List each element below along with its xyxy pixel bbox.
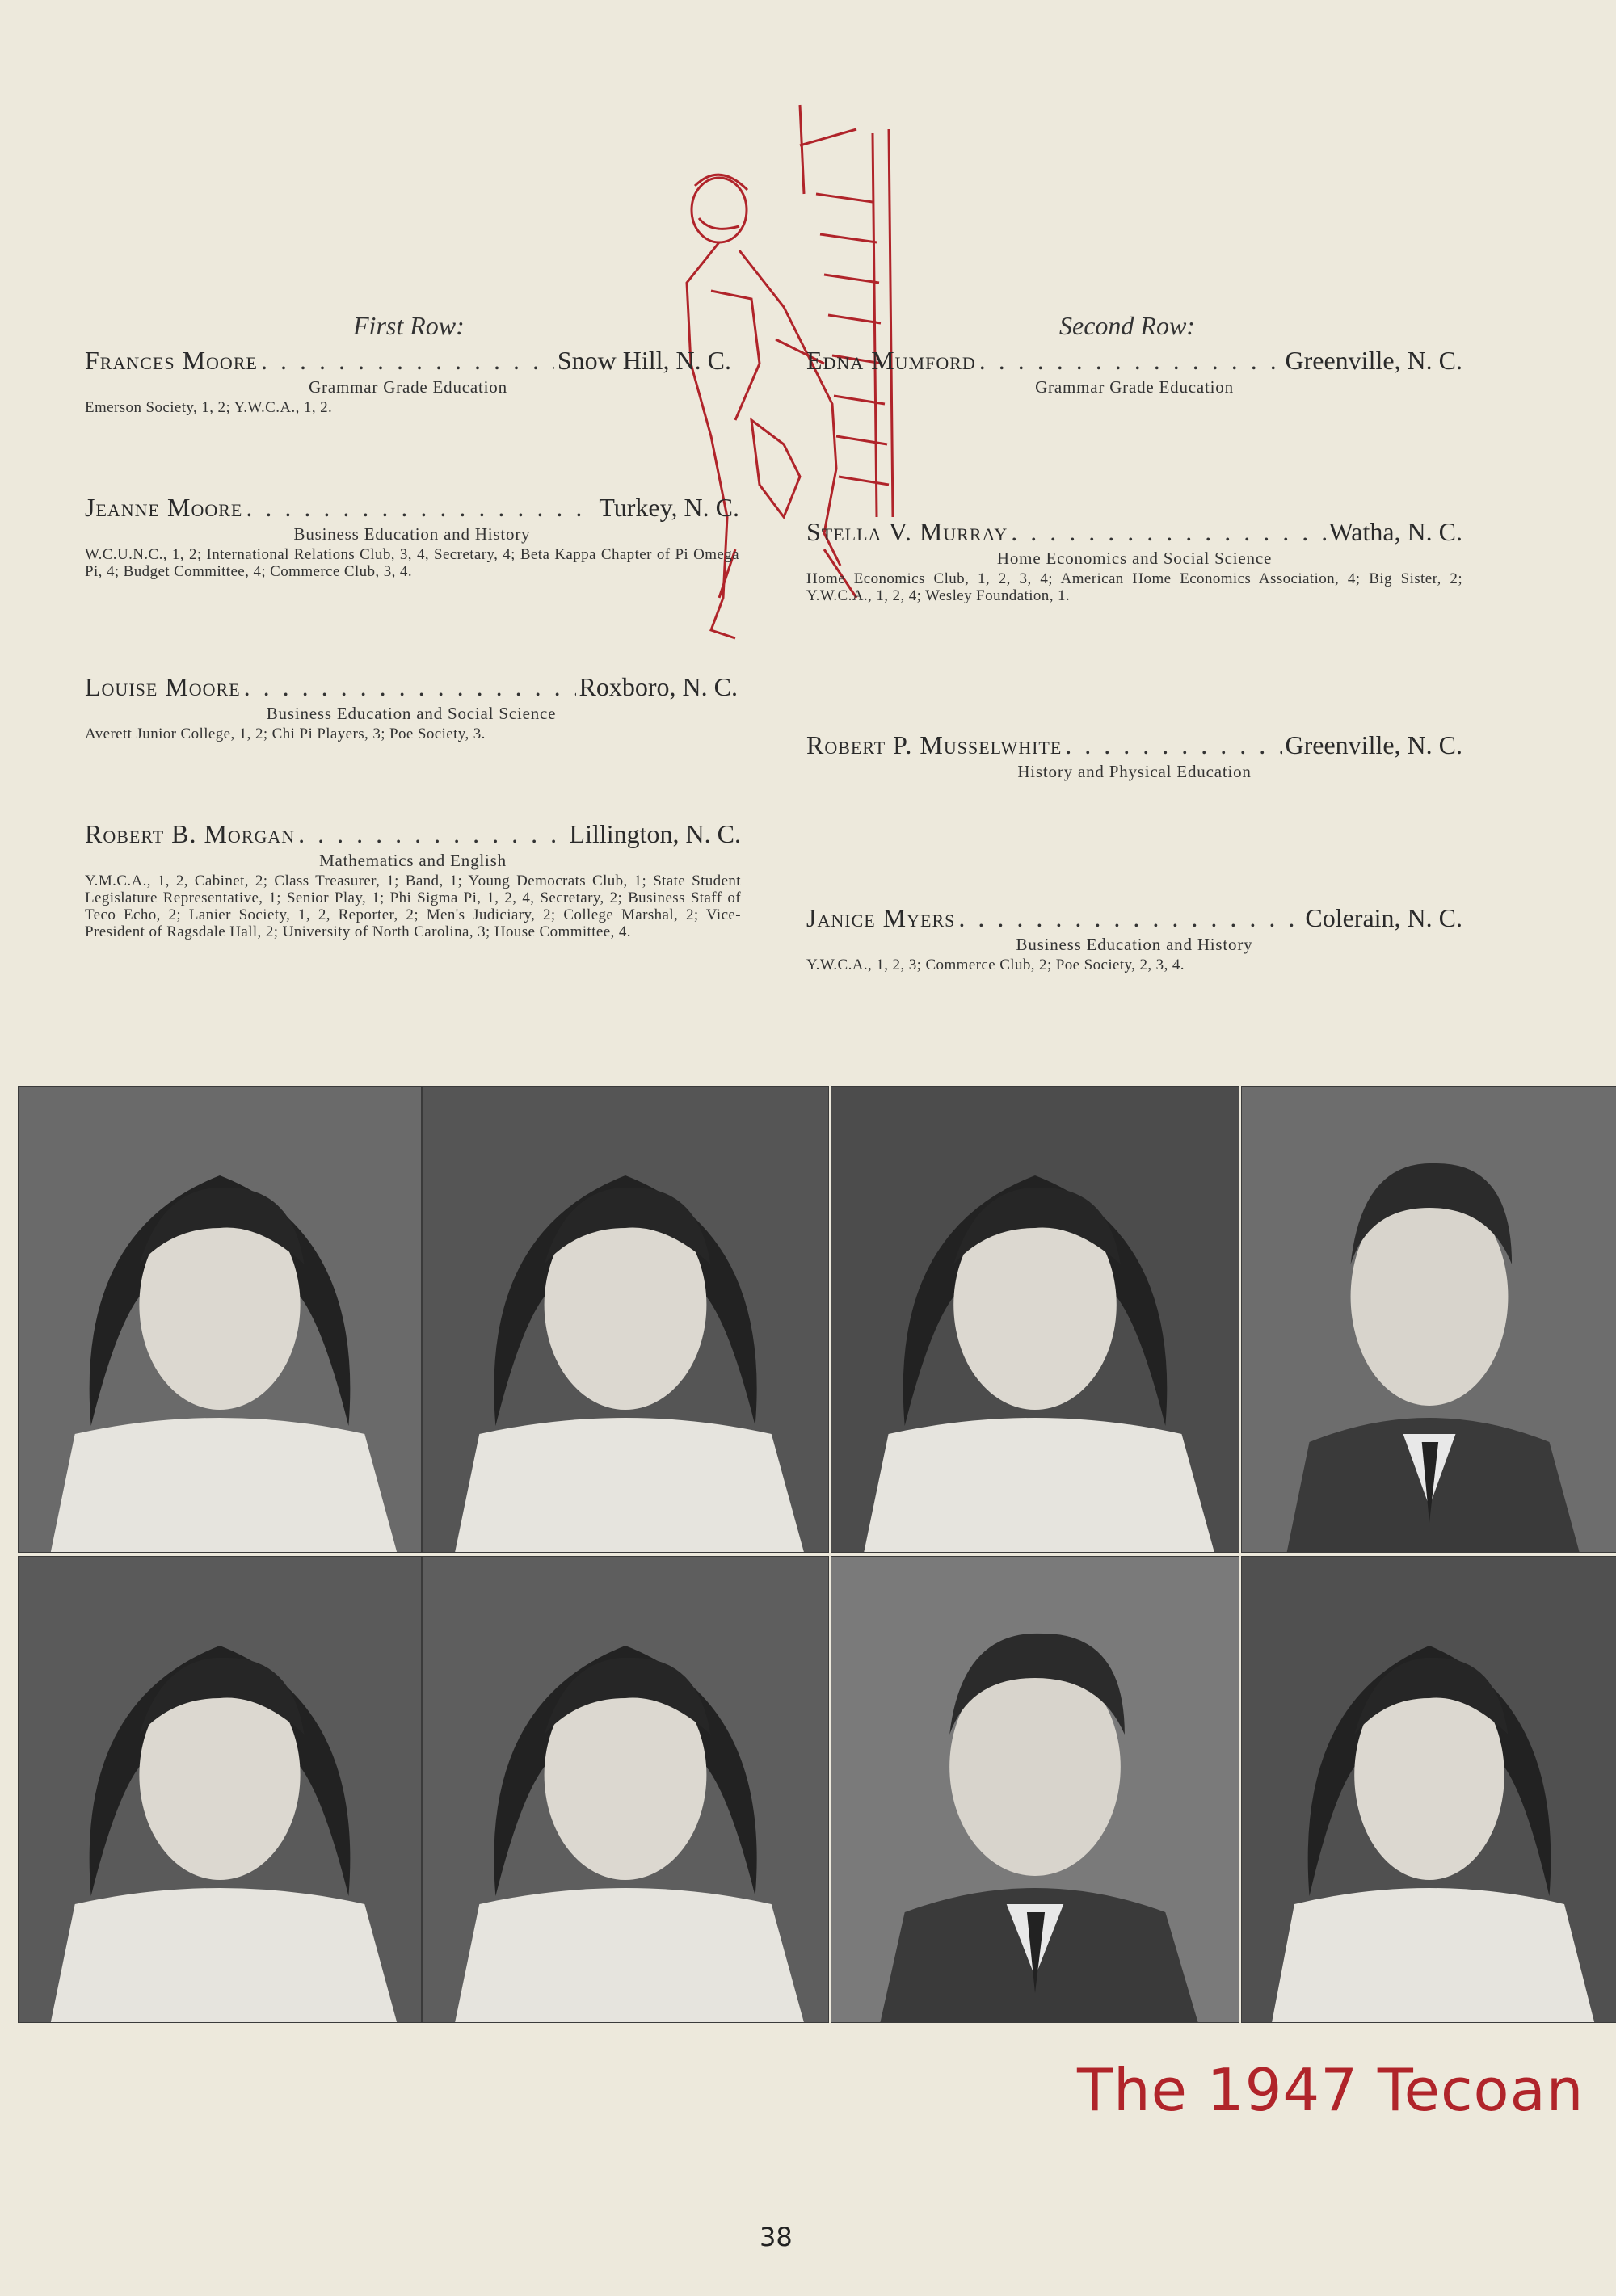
second-row-heading: Second Row: <box>1059 311 1195 340</box>
major: Grammar Grade Education <box>1035 377 1234 397</box>
dot-leader <box>298 819 566 849</box>
hometown: Lillington, N. C. <box>569 819 741 848</box>
dot-leader <box>246 493 595 523</box>
entry-robert-musselwhite <box>806 730 1462 782</box>
portrait-photo <box>422 1556 829 2023</box>
dot-leader <box>261 346 554 376</box>
entry-robert-morgan <box>85 819 741 940</box>
portrait-photo <box>422 1086 829 1553</box>
major: Business Education and History <box>1016 935 1253 954</box>
activities: Home Economics Club, 1, 2, 3, 4; American Home Economics Association, 4; Big Sister, 2; Y.W.C.A., 1, 2, 4; Wesley Foundation, 1. <box>806 570 1462 604</box>
hometown: Greenville, N. C. <box>1285 346 1462 375</box>
dot-leader <box>1065 730 1281 760</box>
hometown: Snow Hill, N. C. <box>557 346 731 375</box>
entry-frances-moore <box>85 346 731 416</box>
major: Grammar Grade Education <box>309 377 507 397</box>
activities: Emerson Society, 1, 2; Y.W.C.A., 1, 2. <box>85 399 333 416</box>
dot-leader <box>958 903 1302 933</box>
major: Business Education and History <box>293 524 531 544</box>
student-name: Robert P. Musselwhite <box>806 730 1063 759</box>
portrait-photo <box>1241 1556 1616 2023</box>
portrait-photo <box>1241 1086 1616 1553</box>
portrait-photo <box>831 1556 1239 2023</box>
activities: Y.W.C.A., 1, 2, 3; Commerce Club, 2; Poe Society, 2, 3, 4. <box>806 957 1185 973</box>
dot-leader <box>1011 517 1325 547</box>
hometown: Turkey, N. C. <box>599 493 739 522</box>
page-number: 38 <box>760 2222 793 2252</box>
dot-leader <box>979 346 1282 376</box>
activities: W.C.U.N.C., 1, 2; International Relations Club, 3, 4, Secretary, 4; Beta Kappa Chapter of Pi Omega Pi, 4; Budget Committee, 4; Commerce Club, 3, 4. <box>85 546 739 580</box>
entry-louise-moore <box>85 672 738 742</box>
major: History and Physical Education <box>1017 762 1252 781</box>
activities: Y.M.C.A., 1, 2, Cabinet, 2; Class Treasurer, 1; Band, 1; Young Democrats Club, 1; State Student Legislature Representative, 1; Senior Play, 1; Phi Sigma Pi, 1, 2, 4, Secretary, 2; Business Staff of Teco Echo, 2; Lanier Society, 1, 2, Reporter, 2; Men's Judiciary, 2; College Marshal, 2; Vice-President of Ragsdale Hall, 2; University of North Carolina, 3; House Committee, 4. <box>85 873 741 940</box>
hometown: Roxboro, N. C. <box>579 672 738 701</box>
student-name: Robert B. Morgan <box>85 819 296 848</box>
hometown: Colerain, N. C. <box>1305 903 1462 932</box>
dot-leader <box>244 672 576 702</box>
student-name: Stella V. Murray <box>806 517 1008 546</box>
portrait-photo <box>18 1086 422 1553</box>
entry-stella-murray <box>806 517 1462 604</box>
activities: Averett Junior College, 1, 2; Chi Pi Players, 3; Poe Society, 3. <box>85 725 486 742</box>
major: Mathematics and English <box>319 851 507 870</box>
student-name: Frances Moore <box>85 346 258 375</box>
entry-janice-myers <box>806 903 1462 973</box>
entry-jeanne-moore <box>85 493 739 580</box>
student-name: Janice Myers <box>806 903 956 932</box>
yearbook-title: The 1947 Tecoan <box>1077 2056 1584 2124</box>
portrait-photo <box>831 1086 1239 1553</box>
student-name: Edna Mumford <box>806 346 976 375</box>
major: Business Education and Social Science <box>266 704 557 723</box>
student-name: Jeanne Moore <box>85 493 243 522</box>
hometown: Watha, N. C. <box>1328 517 1462 546</box>
hometown: Greenville, N. C. <box>1285 730 1462 759</box>
portrait-photo <box>18 1556 422 2023</box>
major: Home Economics and Social Science <box>996 549 1273 568</box>
first-row-heading: First Row: <box>353 311 465 340</box>
student-name: Louise Moore <box>85 672 241 701</box>
entry-edna-mumford <box>806 346 1462 397</box>
